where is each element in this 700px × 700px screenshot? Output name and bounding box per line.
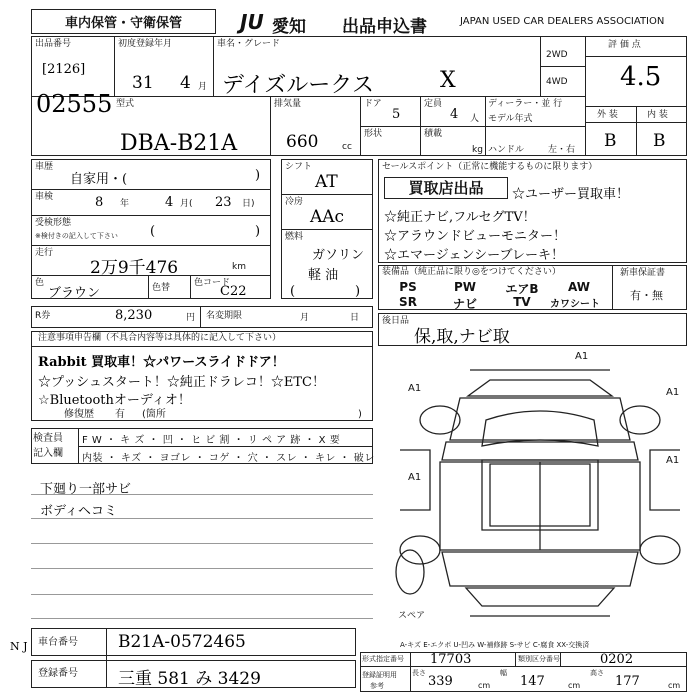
inspector-memo-1: 下廻り一部サビ: [40, 482, 132, 497]
width-label: 幅: [500, 669, 507, 677]
fuel-diesel: 軽 油: [308, 268, 339, 283]
selling-point-3: ☆アラウンドビューモニター！: [384, 229, 567, 244]
lot-number-label: 出品番号: [35, 39, 72, 49]
history-value: 自家用・(: [70, 172, 128, 187]
receive-open: (: [150, 224, 156, 239]
receive-close: ): [255, 224, 261, 239]
class-label: 類別区分番号: [518, 655, 560, 663]
damage-legend: A-キズ E-エクボ U-凹み W-補修跡 S-サビ C-腐食 XX-交換済: [400, 641, 590, 649]
damage-mark-a1-1: A1: [575, 351, 589, 362]
equip-navi: ナビ: [452, 297, 477, 311]
association-name: JAPAN USED CAR DEALERS ASSOCIATION: [460, 16, 665, 27]
dealer-label: ディーラー・並 行: [488, 99, 563, 109]
notes-line-2: ☆プッシュスタート！☆純正ドラレコ！☆ETC！: [38, 375, 325, 390]
inspection-month-unit: 月(: [180, 199, 193, 209]
chassis-number: B21A-0572465: [118, 632, 246, 652]
fuel-close: ): [355, 284, 361, 299]
rear-items-value: 保,取,ナビ取: [414, 327, 510, 347]
selling-points-header: セールスポイント（正常に機能するものに限ります）: [382, 162, 598, 172]
notes-line-3: ☆Bluetoothオーディオ！: [38, 393, 191, 408]
grade: X: [440, 68, 456, 93]
selling-point-2: ☆純正ナビ,フルセグTV！: [384, 210, 536, 225]
width-unit: cm: [568, 681, 581, 690]
inspector-memo-2: ボディヘコミ: [40, 504, 117, 519]
designation-number: 17703: [430, 652, 472, 667]
spare-label: スペア: [398, 611, 426, 621]
receive-note: ※検付きの記入して下さい: [35, 232, 118, 240]
logo-region: 愛知: [272, 17, 306, 37]
exterior-label: 外 装: [597, 110, 618, 120]
mileage-label: 走行: [35, 248, 54, 258]
fuel-gasoline: ガソリン: [312, 248, 365, 263]
color-code-label: 色コード: [194, 278, 231, 288]
equip-ps: PS: [399, 280, 417, 294]
length: 339: [428, 674, 453, 689]
notes-header: 注意事項申告欄（不具合内容等は具体的に記入して下さい）: [38, 333, 282, 343]
month-unit: 月: [198, 82, 208, 92]
damage-mark-a1-3: A1: [666, 387, 680, 398]
color: ブラウン: [48, 286, 101, 301]
interior-grade: B: [653, 131, 666, 151]
cc-unit: cc: [342, 142, 352, 152]
designation-label: 形式指定番号: [362, 655, 404, 663]
width: 147: [520, 674, 545, 689]
recycle-label: R券: [35, 311, 51, 321]
exterior-grade: B: [604, 131, 617, 151]
model: DBA-B21A: [120, 131, 238, 156]
km-unit: km: [232, 262, 246, 272]
class-number: 0202: [600, 652, 634, 667]
lot-number: 02555: [36, 90, 113, 118]
handle-options: 左・右: [548, 145, 576, 155]
length-unit: cm: [478, 681, 491, 690]
capacity: 4: [450, 107, 459, 122]
color-code: C22: [220, 284, 247, 299]
damage-mark-a1-5: A1: [408, 472, 422, 483]
margin-marks: N J: [10, 640, 28, 653]
registration-number: 三重 581 み 3429: [118, 669, 261, 689]
model-year-label: モデル年式: [488, 114, 533, 124]
receive-label: 受検形態: [35, 218, 72, 228]
repair-value: 有: [115, 409, 125, 420]
cert-label: 登録証明用: [362, 671, 397, 679]
recycle-amount: 8,230: [115, 308, 153, 323]
shape-label: 形状: [364, 129, 383, 139]
repair-parts: (箇所: [142, 409, 166, 420]
deadline-month: 月: [300, 313, 310, 323]
load-label: 積載: [424, 129, 443, 139]
equip-tv: TV: [513, 295, 531, 309]
selling-point-1: ☆ユーザー買取車！: [512, 187, 630, 202]
inspection-day: 23: [215, 195, 232, 210]
capacity-label: 定員: [424, 99, 443, 109]
history-close: ): [255, 168, 261, 183]
inspection-year: 8: [95, 195, 104, 210]
kg-unit: kg: [472, 145, 483, 155]
cooling: AAc: [310, 207, 345, 227]
inspection-label: 車検: [35, 192, 54, 202]
height-label: 高さ: [590, 669, 604, 677]
shift: AT: [315, 172, 338, 192]
ju-logo: JU: [240, 10, 264, 34]
inspector-label-2: 記入欄: [33, 448, 63, 459]
damage-mark-a1-2: A1: [408, 383, 422, 394]
selling-point-4: ☆エマージェンシーブレーキ！: [384, 248, 564, 263]
equip-aw: AW: [568, 280, 590, 294]
inspection-month: 4: [165, 195, 174, 210]
model-label: 型式: [116, 99, 135, 109]
drive-2wd: 2WD: [546, 50, 568, 60]
first-reg-year: 31: [132, 73, 154, 93]
repair-label: 修復歴: [64, 409, 94, 420]
yen-unit: 円: [186, 313, 196, 323]
equip-kawa-seat: カワシート: [550, 299, 600, 310]
new-warranty-label: 新車保証書: [620, 268, 666, 278]
displacement-label: 排気量: [274, 99, 302, 109]
length-label: 長さ: [412, 669, 426, 677]
inspector-row-1: F W ・ キ ズ ・ 凹 ・ ヒ ビ 割 ・ リ ペ ア 跡 ・ X 要: [82, 435, 341, 446]
doors: 5: [392, 107, 401, 122]
inspection-year-unit: 年: [120, 199, 130, 209]
repair-close: ): [358, 409, 362, 420]
handle-label: ハンドル: [488, 145, 525, 155]
registration-label: 登録番号: [38, 668, 78, 679]
car-name: デイズルークス: [222, 73, 375, 98]
deadline-day: 日: [350, 313, 360, 323]
mileage: 2万9千476: [90, 258, 179, 278]
shift-label: シフト: [285, 162, 313, 172]
height-unit: cm: [668, 681, 681, 690]
history-label: 車歴: [35, 162, 54, 172]
drive-4wd: 4WD: [546, 77, 568, 87]
equipment-header: 装備品（純正品に限り◎をつけてください）: [382, 267, 561, 277]
inspection-day-unit: 日): [242, 199, 255, 209]
form-title: 出品申込書: [342, 17, 427, 37]
first-reg-label: 初度登録年月: [118, 39, 173, 49]
color-change-label: 色替: [152, 283, 171, 293]
score-label: 評 価 点: [608, 40, 641, 50]
rear-items-label: 後日品: [382, 316, 410, 326]
cooling-label: 冷房: [285, 197, 304, 207]
damage-mark-a1-4: A1: [666, 455, 680, 466]
inspector-row-2: 内装 ・ キズ ・ ヨゴレ ・ コゲ ・ 穴 ・ スレ ・ キレ ・ 破レ: [82, 453, 375, 464]
doors-label: ドア: [364, 99, 382, 109]
fuel-label: 燃料: [285, 232, 304, 242]
recycle-row: [31, 306, 373, 328]
ref-label: 参考: [370, 682, 384, 690]
deadline-label: 名変期限: [206, 311, 243, 321]
car-name-label: 車名・グレード: [217, 39, 281, 49]
capacity-unit: 人: [470, 114, 480, 124]
first-reg-month: 4: [180, 73, 191, 93]
height: 177: [615, 674, 640, 689]
color-label: 色: [35, 278, 45, 288]
chassis-label: 車台番号: [38, 637, 78, 648]
fuel-open: (: [290, 284, 296, 299]
equip-sr: SR: [399, 295, 417, 309]
equip-pw: PW: [453, 280, 477, 294]
buyback-tag: 買取店出品: [384, 177, 508, 199]
lot-bracket: [2126]: [42, 62, 86, 77]
equip-airbag: エアB: [505, 282, 539, 296]
storage-box: 車内保管・守衛保管: [31, 9, 216, 34]
displacement: 660: [286, 132, 319, 152]
score: 4.5: [620, 62, 662, 92]
interior-label: 内 装: [647, 110, 668, 120]
car-diagram: [390, 350, 690, 630]
notes-line-1: Rabbit 買取車！☆パワースライドドア！: [38, 355, 285, 370]
inspector-label-1: 検査員: [33, 433, 63, 444]
new-warranty-value: 有・無: [630, 289, 663, 302]
